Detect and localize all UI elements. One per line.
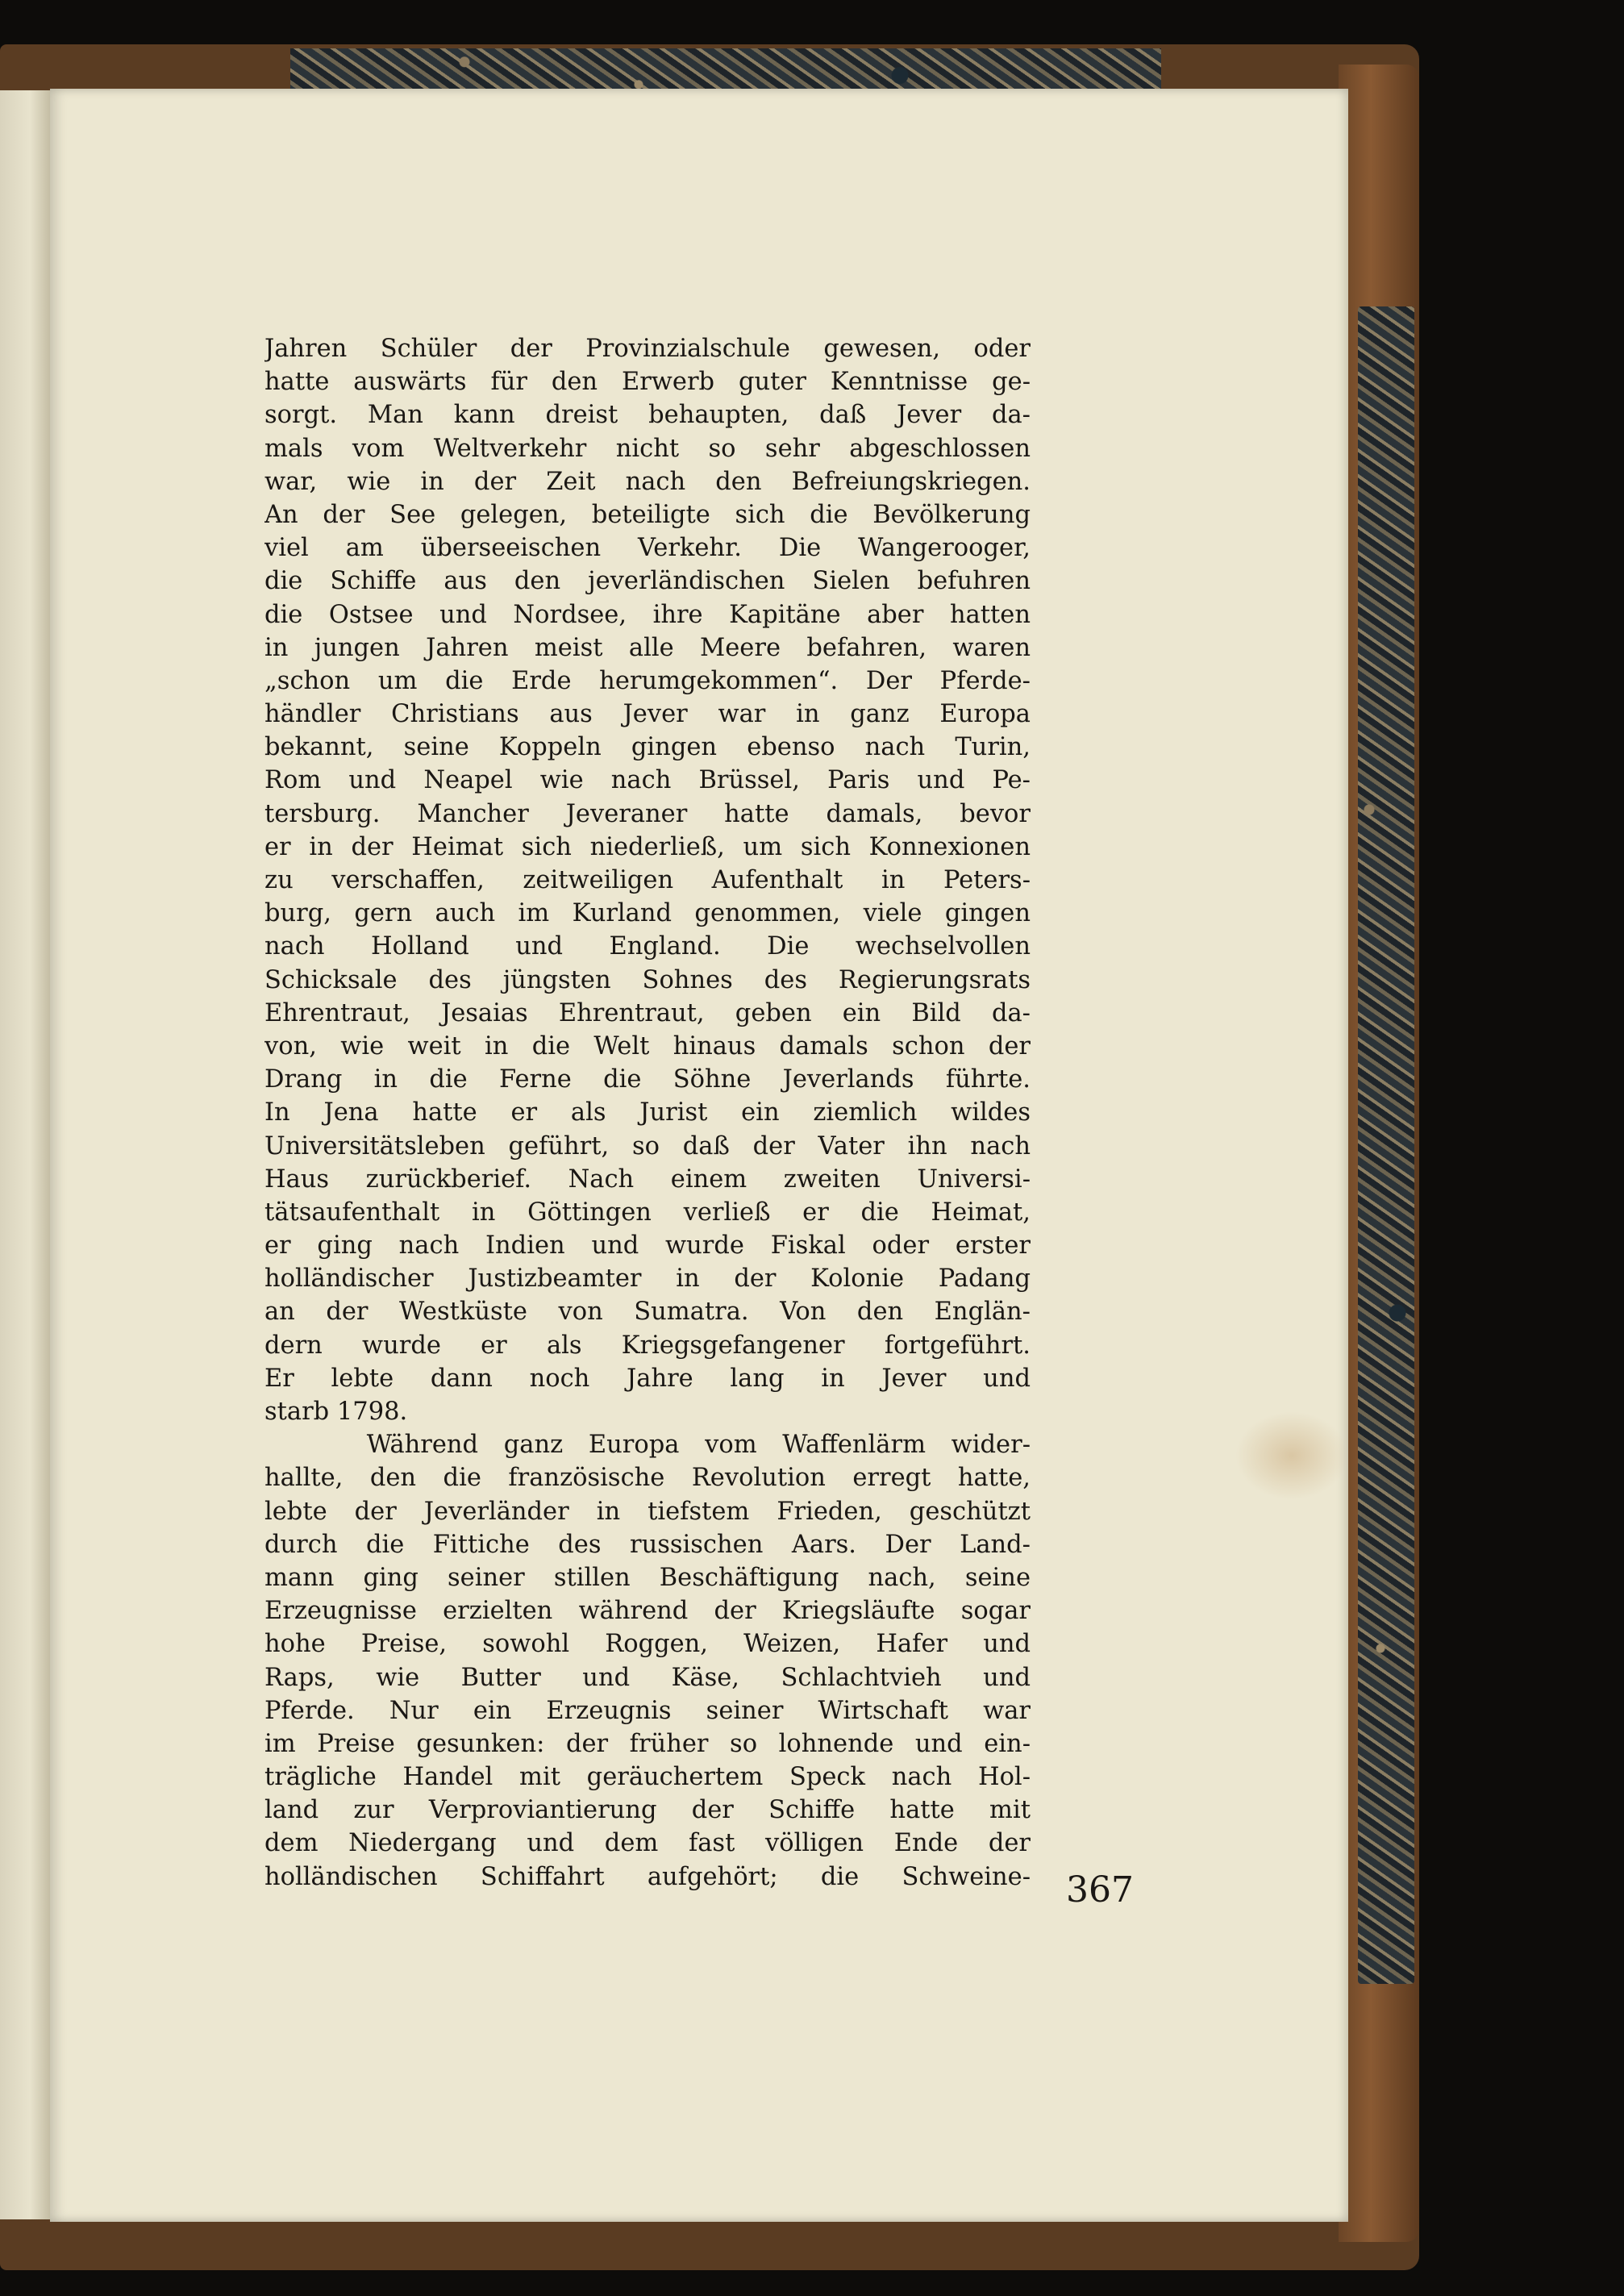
text-line: holländischer Justizbeamter in der Kolonie Padang (264, 1265, 1031, 1294)
text-line: an der Westküste von Sumatra. Von den Englän- (264, 1298, 1031, 1327)
text-line: Während ganz Europa vom Waffenlärm wider- (264, 1431, 1031, 1460)
facing-page-edge (0, 90, 50, 2219)
text-line: hallte, den die französische Revolution erregt hatte, (264, 1464, 1031, 1493)
text-line: Pferde. Nur ein Erzeugnis seiner Wirtschaft war (264, 1696, 1031, 1725)
text-line: durch die Fittiche des russischen Aars. Der Land- (264, 1530, 1031, 1559)
text-line: Universitätsleben geführt, so daß der Vater ihn nach (264, 1131, 1031, 1161)
text-line: die Ostsee und Nordsee, ihre Kapitäne aber hatten (264, 600, 1031, 629)
text-line: tätsaufenthalt in Göttingen verließ er die Heimat, (264, 1198, 1031, 1227)
text-line: An der See gelegen, beteiligte sich die Bevölkerung (264, 500, 1031, 529)
text-line: lebte der Jeverländer in tiefstem Frieden, geschützt (264, 1497, 1031, 1526)
text-line: nach Holland und England. Die wechselvollen (264, 932, 1031, 961)
text-line: Haus zurückberief. Nach einem zweiten Universi- (264, 1165, 1031, 1194)
marbled-edge-top (290, 48, 1161, 94)
text-line: Jahren Schüler der Provinzialschule gewesen, oder (264, 335, 1031, 363)
text-line: Schicksale des jüngsten Sohnes des Regierungsrats (264, 965, 1031, 994)
text-line: händler Christians aus Jever war in ganz Europa (264, 700, 1031, 729)
text-line: hohe Preise, sowohl Roggen, Weizen, Hafer und (264, 1630, 1031, 1659)
text-line: im Preise gesunken: der früher so lohnende und ein- (264, 1729, 1031, 1758)
text-line: Rom und Neapel wie nach Brüssel, Paris und Pe- (264, 766, 1031, 795)
text-line: Drang in die Ferne die Söhne Jeverlands führte. (264, 1065, 1031, 1094)
text-line: die Schiffe aus den jeverländischen Sielen befuhren (264, 567, 1031, 596)
text-line: mann ging seiner stillen Beschäftigung nach, seine (264, 1563, 1031, 1592)
text-line: land zur Verproviantierung der Schiffe hatte mit (264, 1796, 1031, 1825)
text-line: zu verschaffen, zeitweiligen Aufenthalt in Peters- (264, 866, 1031, 894)
text-line: Raps, wie Butter und Käse, Schlachtvieh und (264, 1663, 1031, 1692)
text-line: er ging nach Indien und wurde Fiskal oder erster (264, 1231, 1031, 1261)
text-line: dem Niedergang und dem fast völligen Ende der (264, 1829, 1031, 1858)
text-line: „schon um die Erde herumgekommen“. Der Pferde- (264, 666, 1031, 695)
marbled-edge-right (1358, 306, 1414, 1984)
text-line: bekannt, seine Koppeln gingen ebenso nach Turin, (264, 733, 1031, 762)
page-number: 367 (1066, 1869, 1134, 1911)
text-line: Er lebte dann noch Jahre lang in Jever und (264, 1364, 1031, 1393)
text-line: In Jena hatte er als Jurist ein ziemlich wildes (264, 1098, 1031, 1127)
text-line: hatte auswärts für den Erwerb guter Kenntnisse ge- (264, 368, 1031, 397)
text-line: von, wie weit in die Welt hinaus damals schon der (264, 1031, 1031, 1060)
body-text (264, 332, 1031, 1894)
text-line: Ehrentraut, Jesaias Ehrentraut, geben ein Bild da- (264, 998, 1031, 1027)
text-line: Erzeugnisse erzielten während der Kriegsläufte sogar (264, 1597, 1031, 1626)
text-line: burg, gern auch im Kurland genommen, viele gingen (264, 899, 1031, 928)
text-line: war, wie in der Zeit nach den Befreiungskriegen. (264, 467, 1031, 496)
text-line: dern wurde er als Kriegsgefangener fortgeführt. (264, 1331, 1031, 1360)
text-line: starb 1798. (264, 1398, 408, 1426)
text-line: mals vom Weltverkehr nicht so sehr abgeschlossen (264, 434, 1031, 463)
text-line: tersburg. Mancher Jeveraner hatte damals, bevor (264, 799, 1031, 828)
page-stain (1235, 1411, 1348, 1500)
text-line: trägliche Handel mit geräuchertem Speck nach Hol- (264, 1763, 1031, 1792)
text-line: sorgt. Man kann dreist behaupten, daß Jever da- (264, 401, 1031, 430)
text-line: er in der Heimat sich niederließ, um sich Konnexionen (264, 832, 1031, 861)
text-line: viel am überseeischen Verkehr. Die Wangerooger, (264, 534, 1031, 563)
text-line: holländischen Schiffahrt aufgehört; die Schweine- (264, 1862, 1031, 1891)
text-line: in jungen Jahren meist alle Meere befahren, waren (264, 633, 1031, 662)
